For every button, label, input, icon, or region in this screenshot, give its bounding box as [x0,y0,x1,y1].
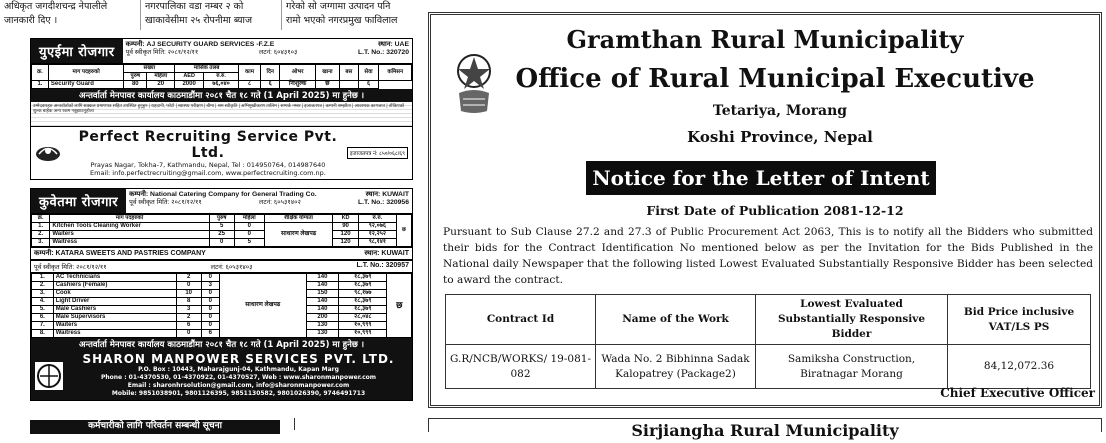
table-cell: निःशुल्क [280,81,315,89]
table-header: काम [239,65,261,81]
article-line: जानकारी दिए । [4,15,58,26]
ad-header-info [123,39,412,63]
table-cell: 7. [32,322,54,330]
letter-of-intent-notice [428,12,1102,408]
table-cell: 2 [176,314,201,322]
table-cell: ७६,०४० [204,81,239,89]
notice-body: Pursuant to Sub Clause 27.2 and 27.3 of Public Procurement Act 2063, This is to notify all the Bidders who submitted their bids for the Contract Identification No mentioned below as per the Invitation for the Bids Published in the National daily Newspaper that the following listed Lowest Evaluated Substantially Responsive Bidder has been selected to award the contract. [443,226,1093,286]
table-cell: 140 [306,282,339,290]
table-header-row [446,295,1091,345]
job-ads-column [30,38,413,401]
table-subheader: AED [175,73,204,81]
company-line: कम्पनी: AJ SECURITY GUARD SERVICES -F.Z.E [125,41,275,48]
table-header: माग पदहरुको [50,215,209,223]
table-cell: 5 [209,223,234,231]
table-cell: 20 [147,81,175,89]
contract-id-cell: G.R/NCB/WORKS/ 19-081-082 [446,345,596,389]
table-cell: 0 [201,274,219,282]
table-cell: २८,०४८ [339,314,387,322]
agency-address: Prayas Nagar, Tokha-7, Kathmandu, Nepal, Tel : 014950764, 014987640 [90,161,326,169]
license-number: इजाजतपत्र नं: ८५०/०६८/६९ [347,147,408,159]
table-cell: 2. [32,282,54,290]
table-header-row [32,215,412,223]
table-cell: 140 [306,306,339,314]
table-cell: 3. [32,290,54,298]
job-table-2 [31,273,412,338]
table-cell [340,81,359,89]
table-cell: १०,९९९ [339,322,387,330]
table-cell: 2. [32,231,50,239]
second-company-header [31,247,412,260]
table-header: मासिक तलब [175,65,239,73]
table-cell: AC Technicians [53,274,176,282]
table-header: क्र. [32,65,49,81]
fine-print: उम्मेदवारहरु अन्तर्वार्ताको लागि सक्कल प्रमाणपत्र सहित उपस्थित हुनुहुन | राहदानी, फोटो | स्वास्थ्य परीक्षण | बीमा | श्रम स्वीकृति | अभिमुखीकरण तालिम | सम्पर्क नम्बर | इजाजतपत्र | कम्पनी सम्झौता | आवश्यक कागजात | तोकिएको शुल्क बाहेक अन्य रकम नबुझाउनुहोला [31,102,412,126]
country: स्थान: UAE [378,41,409,48]
address-line-2: Koshi Province, Nepal [687,128,873,146]
table-cell: Waiters [53,322,176,330]
agency-email: Email: info.perfectrecruiting@gmail.com, www.perfectrecruiting.com.np. [90,169,326,177]
agency-name-block [69,353,408,398]
municipality-title: Gramthan Rural Municipality [566,25,964,54]
agency-logo-icon [35,362,63,390]
table-cell: Male Cashiers [53,306,176,314]
article-column [281,0,422,30]
ad-header-info [126,189,412,213]
table-cell: 0 [209,239,234,247]
agency-logo-icon [35,143,61,163]
agency-block [31,351,412,400]
next-notice-box [428,418,1102,440]
agency-mobile: Mobile: 9851038901, 9801126395, 9851130582, 9801026390, 9746491713 [111,390,366,397]
benefit-cell: छ [396,215,411,247]
ad-badge: युएईमा रोजगार [31,39,123,63]
table-cell: 0 [201,322,219,330]
table-cell: Light Driver [53,298,176,306]
table-header: खाना [315,65,339,81]
table-header: Name of the Work [596,295,756,345]
table-cell: 200 [306,314,339,322]
table-header: माग पदहरुको [48,65,123,81]
table-cell: 140 [306,298,339,306]
table-cell: 0 [201,306,219,314]
table-header: सेवा [358,65,379,81]
table-cell: 0 [234,223,264,231]
table-header: ओभर [280,65,315,81]
article-column [0,0,140,30]
table-cell: 8 [176,298,201,306]
table-row [32,231,412,239]
column-divider [294,418,295,430]
article-line: रामो भएको नगरप्रमुख फाविलाल [286,15,398,26]
table-cell: ६ [358,81,379,89]
table-row [32,239,412,247]
article-line: खाकावेसीमा २५ रोपनीमा ब्याज [145,15,253,26]
table-cell: 3 [176,306,201,314]
country: स्थान: KUWAIT [365,191,409,198]
bidder-cell: Samiksha Construction, Biratnagar Morang [756,345,948,389]
table-header: Bid Price inclusive VAT/LS PS [948,295,1091,345]
table-header: दिन [260,65,279,81]
table-header: कमिसन [379,65,412,81]
table-cell: 5 [234,239,264,247]
office-title: Office of Rural Municipal Executive [515,64,1035,94]
table-header: Contract Id [446,295,596,345]
table-row [32,81,412,89]
table-cell: 3 [201,282,219,290]
table-header: रु.रु. [358,215,396,223]
notice-heading: Notice for the Letter of Intent [586,161,936,195]
agency-block [31,126,412,179]
previous-article-strip [0,0,422,30]
table-cell: 0 [234,231,264,239]
table-cell: 5. [32,306,54,314]
kuwait-job-ad [30,188,413,401]
agency-name-block [69,129,347,177]
table-cell: 2000 [175,81,204,89]
table-subheader: महिला [147,73,175,81]
agency-name: SHARON MANPOWER SERVICES PVT. LTD. [82,352,395,366]
table-cell: १०,९९९ [339,330,387,338]
table-subheader: पुरुष [124,73,147,81]
bid-price-cell: 84,12,072.36 [948,345,1091,389]
approval-date: पूर्व स्वीकृत मिति: २०८१/१२/११ [125,49,199,56]
agency-email: Email : sharonhrsolution@gmail.com, info@sharonmanpower.com [127,382,350,389]
qualification-cell: साधारण लेखपढ [219,274,306,338]
benefit-cell: छ [387,274,412,338]
table-cell: 6 [176,322,201,330]
publication-date: First Date of Publication 2081-12-12 [646,203,904,218]
interview-banner: अन्तर्वार्ता मेनपावर कार्यालय काठमाडौंमा २०८१ चैत १८ गते (1 April 2025) मा हुनेछ । [31,89,412,102]
agency-name: Perfect Recruiting Service Pvt. Ltd. [78,129,338,161]
table-cell: Male Supervisors [53,314,176,322]
ad-header [31,189,412,214]
table-cell: 6. [32,314,54,322]
table-cell: Security Guard [48,81,123,89]
table-cell: 4. [32,298,54,306]
table-header: Lowest Evaluated Substantially Responsive Bidder [756,295,948,345]
job-table [31,64,412,89]
signatory-title: Chief Executive Officer [940,386,1095,400]
table-cell: 150 [306,290,339,298]
table-cell: 2 [176,274,201,282]
work-name-cell: Wada No. 2 Bibhinna Sadak Kalopatrey (Package2) [596,345,756,389]
table-header: शैक्षिक योग्यता [264,215,332,223]
second-company-meta [31,260,412,273]
table-cell: १८,३७९ [339,298,387,306]
table-cell: 0 [201,298,219,306]
table-cell: १८,३७९ [339,282,387,290]
company-line: कम्पनी: National Catering Company for General Trading Co. [129,191,317,198]
lot-number: लटनं: ६०५३१४०२ [258,199,301,206]
address-line-1: Tetariya, Morang [712,103,848,119]
uae-job-ad [30,38,413,180]
table-row [446,345,1091,389]
table-cell: 6 [201,330,219,338]
table-cell: Cashiers (Female) [53,282,176,290]
table-cell: 10 [176,290,201,298]
table-cell: 120 [333,239,359,247]
lt-number: L.T. No.: 320957 [356,262,409,269]
table-subheader: रु.रु. [204,73,239,81]
table-cell: 0 [201,290,219,298]
table-cell: छ [315,81,339,89]
table-header: KD [333,215,359,223]
table-cell: Kitchen Tools Cleaning Worker [50,223,209,231]
company-line: कम्पनी: KATARA SWEETS AND PASTRIES COMPANY [34,250,206,257]
approval-date: पूर्व स्वीकृत मिति: २०८१/१२/११ [129,199,202,206]
lot-number: लटनं: ६०५३१४०३ [210,264,253,271]
table-cell: 90 [333,223,359,231]
agency-pobox: P.O. Box : 10443, Maharajgunj-04, Kathmandu, Kapan Marg [138,366,339,373]
table-cell: Cook [53,290,176,298]
table-cell: ९२,०७६ [358,223,396,231]
table-header: क्र. [32,215,50,223]
table-row [32,274,412,282]
next-notice-heading: कर्मचारीको लागि परिवर्तन सम्बन्धी सूचना [30,420,280,434]
table-header: संख्या [124,65,175,73]
lt-number: L.T. No.: 320956 [358,199,409,206]
table-cell: 120 [333,231,359,239]
article-line: अधिकृत जगदीशचन्द्र नेपालीले [4,1,108,12]
interview-banner: अन्तर्वार्ता मेनपावर कार्यालय काठमाडौंमा २०८१ चैत १८ गते (1 April 2025) मा हुनेछ । [31,338,412,351]
next-notice-title: Sirjiangha Rural Municipality [631,421,899,440]
bid-table [445,294,1091,389]
table-header: महिला [234,215,264,223]
table-cell: 1. [32,274,54,282]
article-line: नगरपालिका वडा नम्बर २ को [145,1,244,12]
table-cell: 8. [32,330,54,338]
table-row [32,223,412,231]
table-cell: 130 [306,330,339,338]
table-cell: 1. [32,81,49,89]
agency-phone: Phone : 01-4370530, 01-4370922, 01-4370527, Web : www.sharonmanpower.com [100,374,377,381]
table-cell: 3. [32,239,50,247]
table-cell: १२,२५२ [358,231,396,239]
table-header: बस [340,65,359,81]
table-cell: ९८,१४१ [358,239,396,247]
table-cell: ८ [239,81,261,89]
table-cell: 80 [124,81,147,89]
job-table [31,214,412,247]
lot-number: लटनं: ६०४३१०३ [258,49,298,56]
approval-date: पूर्व स्वीकृत मिति: २०८१/१२/११ [34,264,107,271]
table-cell: Waitress [50,239,209,247]
table-cell: ६ [260,81,279,89]
table-cell: 0 [201,314,219,322]
ad-badge: कुवेतमा रोजगार [31,189,126,213]
table-cell: १८,३७९ [339,274,387,282]
table-cell: 140 [306,274,339,282]
table-cell: 25 [209,231,234,239]
table-header-row [32,65,412,73]
ad-header [31,39,412,64]
table-cell: Waiters [50,231,209,239]
table-cell: 130 [306,322,339,330]
article-column [140,0,281,30]
table-cell: साधारण लेखपढ [264,223,332,247]
table-cell: 1. [32,223,50,231]
table-cell: १८,३७९ [339,306,387,314]
table-cell: Waitress [53,330,176,338]
table-cell: ९८,१७७ [339,290,387,298]
table-cell: 0 [176,282,201,290]
table-cell: 0 [176,330,201,338]
table-header: पुरुष [209,215,234,223]
article-line: गरेको सो जग्गामा उत्पादन पनि [286,1,391,12]
lt-number: L.T. No.: 320720 [357,49,409,56]
country: स्थान: KUWAIT [364,250,409,257]
